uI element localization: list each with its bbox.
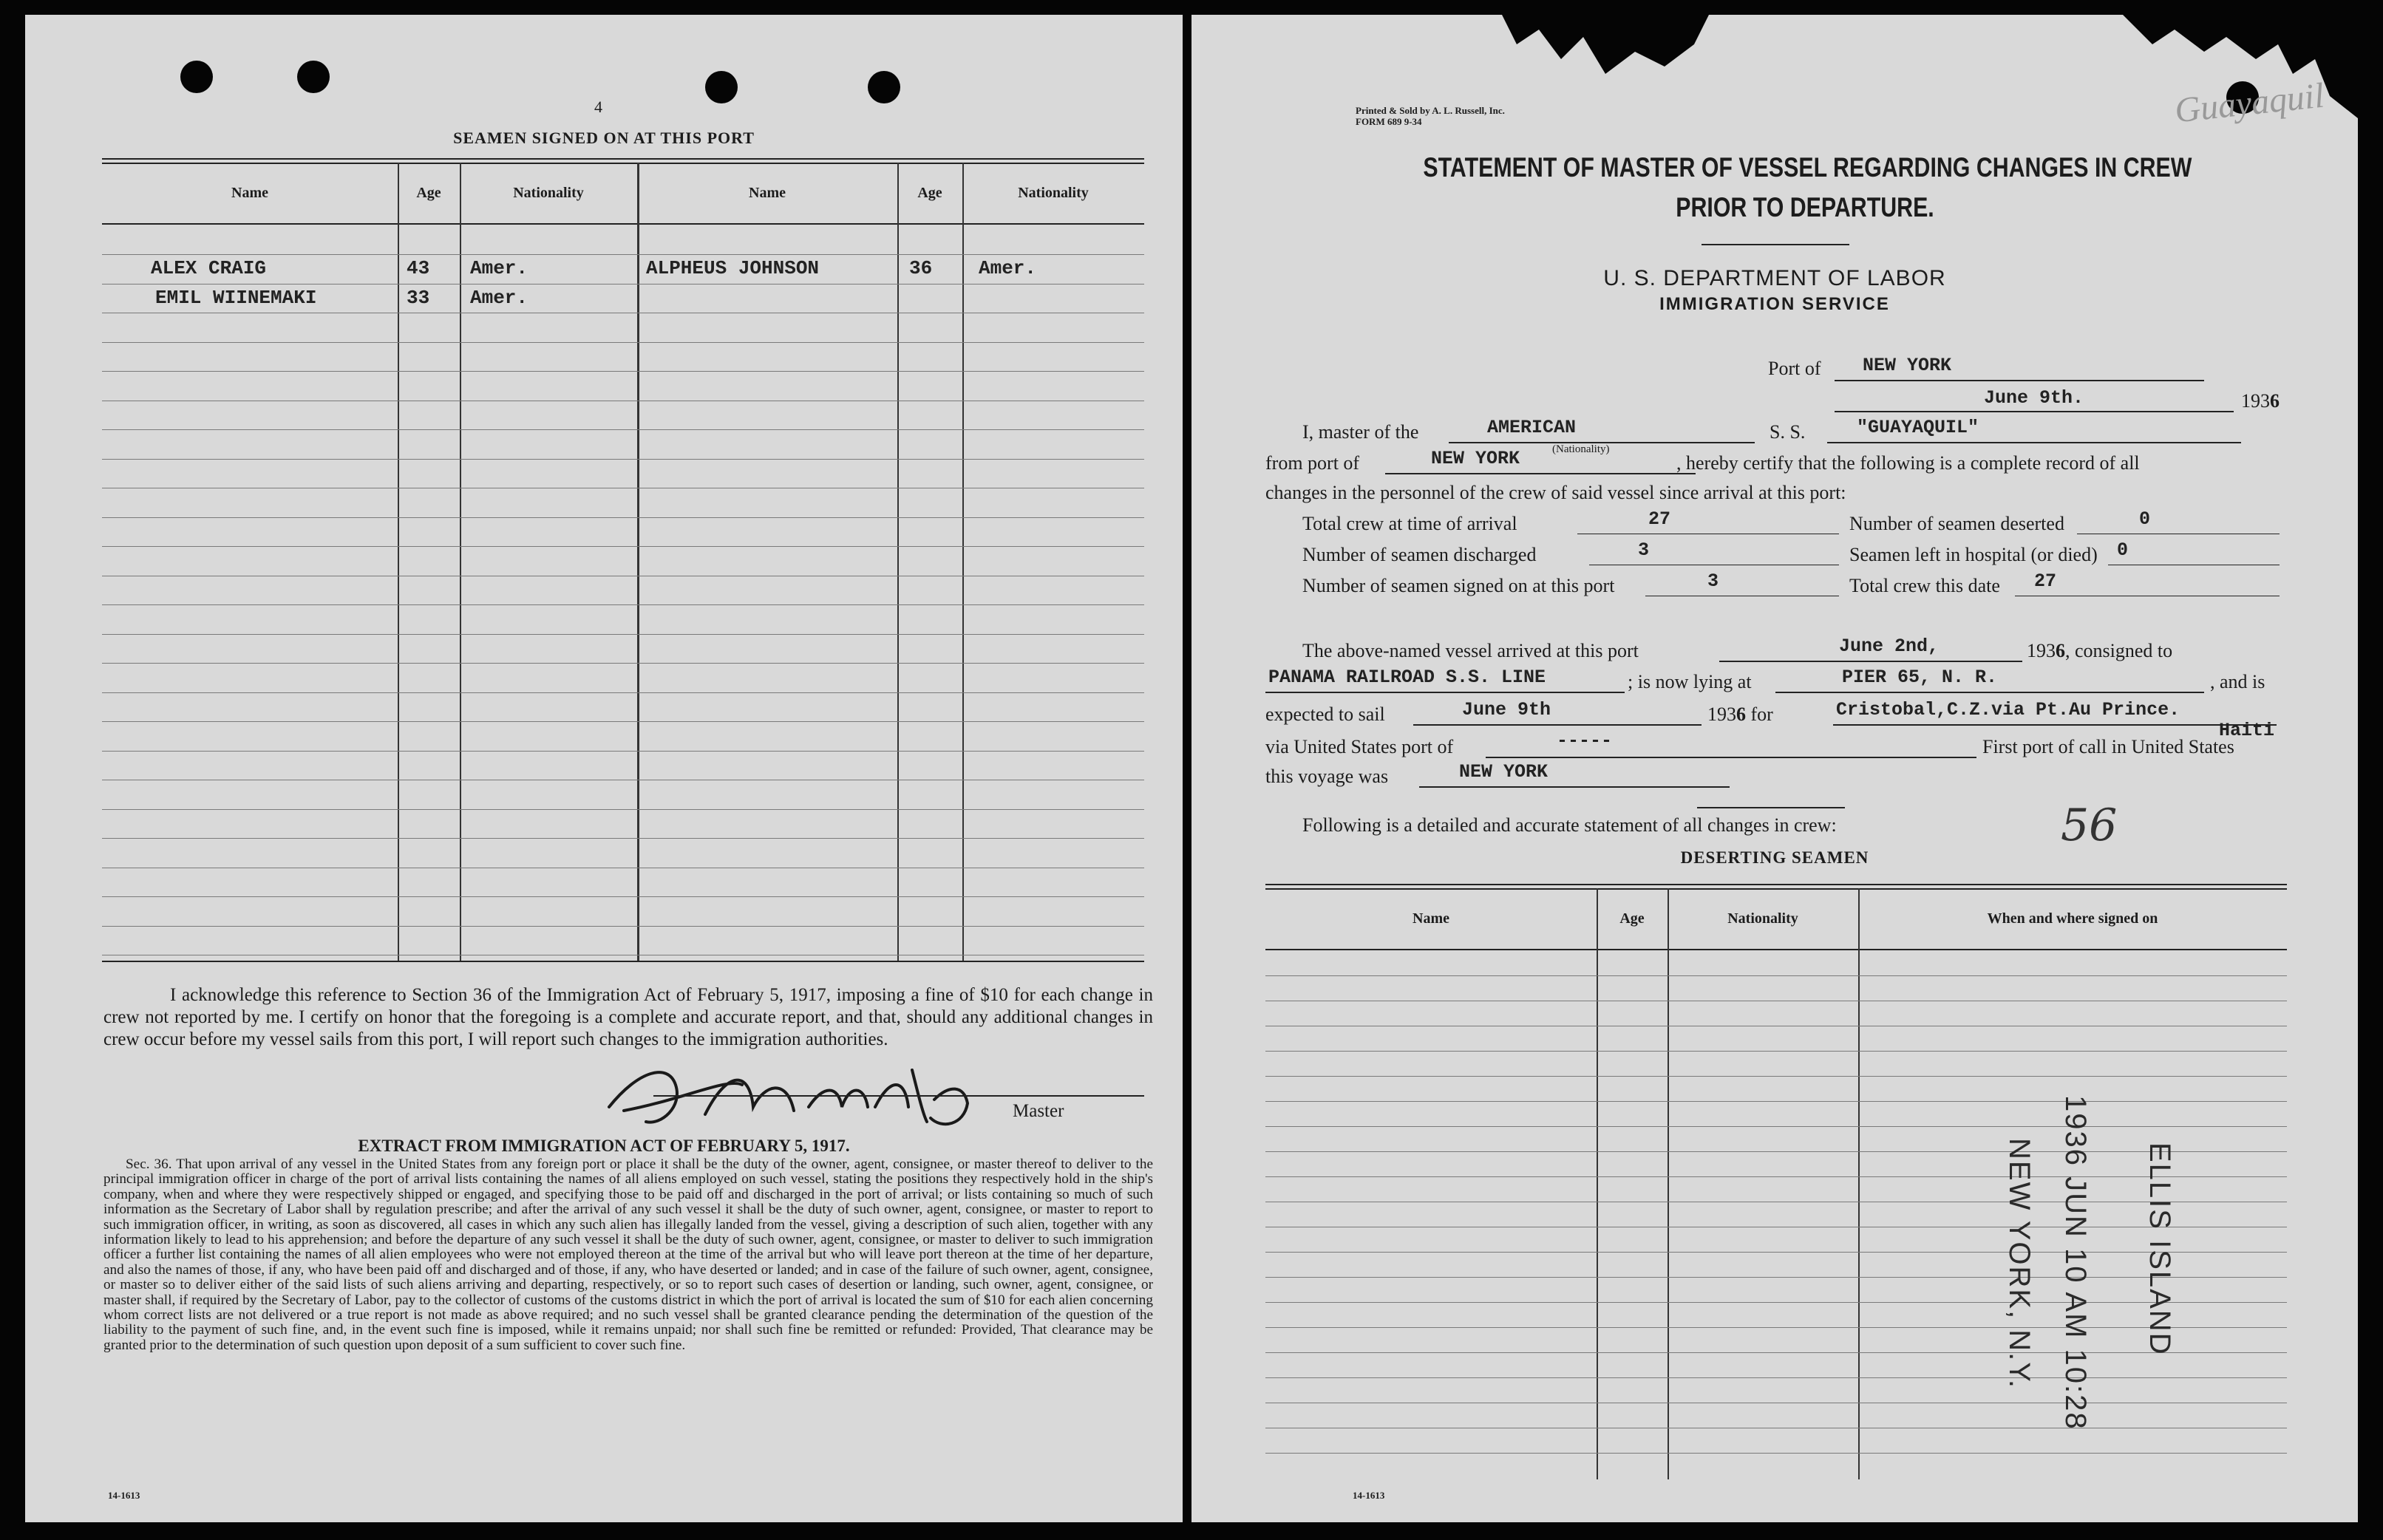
lying-at: PIER 65, N. R. [1842,667,1998,688]
hospital: 0 [2117,539,2129,561]
col-nationality: Nationality [513,185,584,201]
crew-name: ALEX CRAIG [151,257,267,279]
crew-age: 43 [407,257,430,279]
and-is: , and is [2210,671,2265,692]
first-port-label: First port of call in United States [1982,736,2234,757]
form-number: 14-1613 [108,1490,140,1501]
department: U. S. DEPARTMENT OF LABOR [1603,266,1946,290]
punch-hole [705,71,738,103]
stat-label: Total crew this date [1849,575,2000,596]
col-age-2: Age [917,185,942,201]
extract-title: EXTRACT FROM IMMIGRATION ACT OF FEBRUARY 5, 1917. [358,1137,850,1155]
table-row-line [102,896,1144,897]
first-port-value: NEW YORK [1459,761,1549,783]
total-crew-date: 27 [2034,570,2057,592]
table-row-line [1265,1277,2287,1278]
col-name: Name [1413,910,1449,927]
certify-text-2: changes in the personnel of the crew of said vessel since arrival at this port: [1265,482,1846,503]
table-row-line [102,838,1144,839]
crew-name: EMIL WIINEMAKI [155,287,317,309]
page-number: 4 [594,98,602,116]
acknowledgment-text: I acknowledge this reference to Section 36 of the Immigration Act of February 5, 1917, imposing a fine of $10 for each change in crew not reported by me. I certify on honor that the foregoing is a complete and accurate report, and that, should any additional changes in crew occur before my vessel sails from this port, I will report such changes to the immigration authorities. [103,985,1153,1049]
table-row-line [1265,1352,2287,1353]
sail-year: 1936 for [1707,703,1773,725]
table-row-line [1265,1327,2287,1328]
table-row-line [102,663,1144,664]
extract-text: Sec. 36. That upon arrival of any vessel in the United States from any foreign port or place it shall be the duty of the owner, agent, consignee, or master thereof to deliver to the principal immigration officer in charge of the port of arrival lists containing the names of all aliens employed on such vessel, stating the positions they respectively hold in the ship's company, when and where they were respectively shipped or engaged, and specifying those to be paid off and discharged in the port of arrival; or lists containing so much of such information as the Secretary of Labor shall by regulation prescribe; and after the arrival of any such vessel it shall be the duty of such owner, agent, consignee, or master to report to such immigration officer, in writing, as soon as discovered, all cases in which any such alien has illegally landed from the vessel, giving a description of such alien, together with any information likely to lead to his apprehension; and before the departure of any such vessel it shall be the duty of such owner, agent, consignee, or master to deliver to such immigration officer a further list containing the names of all alien employees who were not employed thereon at the time of the arrival but who will leave port thereon at the time of her departure, and also the names of those, if any, who have been paid off and discharged and of those, if any, who have deserted or landed; and in case of the failure of such owner, agent, consignee, or master so to deliver either of the said lists of such aliens arriving and departing, respectively, or so to report such cases of desertion or landing, such owner, agent, consignee, or master shall, if required by the Secretary of Labor, pay to the collector of customs of the customs district in which the port of arrival is located the sum of $10 for each alien concerning whom correct lists are not delivered or a true report is not made as above required; and no such vessel shall be granted clearance pending the determination of the question of the liability to the payment of such fine, and, in the event such fine is imposed, while it remains unpaid; nor shall such fine be remitted or refunded: Provided, That clearance may be granted prior to the determination of such question upon deposit of a sum sufficient to cover such fine. [103,1156,1153,1353]
col-nationality-2: Nationality [1018,185,1089,201]
following-label: Following is a detailed and accurate statement of all changes in crew: [1302,814,1837,836]
col-age: Age [1619,910,1645,927]
nationality-value: AMERICAN [1487,417,1577,438]
table-row-line [1265,975,2287,976]
crew-age: 33 [407,287,430,309]
table-row-line [102,459,1144,460]
arrived-label: The above-named vessel arrived at this port [1302,640,1639,661]
lying-label: ; is now lying at [1628,671,1752,692]
stat-label: Total crew at time of arrival [1302,513,1517,534]
handwritten-count: 56 [2061,800,2118,851]
table-row-line [1265,1151,2287,1152]
total-crew-arrival: 27 [1648,508,1671,530]
left-page [25,15,1183,1522]
stat-label: Number of seamen discharged [1302,544,1537,565]
master-label: Master [1013,1101,1064,1121]
port-label: Port of [1768,358,1821,379]
statement-title: STATEMENT OF MASTER OF VESSEL REGARDING CHANGES IN CREW PRIOR TO DEPARTURE. [1423,152,2192,222]
table-row-line [102,371,1144,372]
col-name: Name [231,185,268,201]
consignee: PANAMA RAILROAD S.S. LINE [1268,667,1546,688]
destination: Cristobal,C.Z.via Pt.Au Prince. [1836,699,2180,720]
table-row-line [102,604,1144,605]
col-age: Age [416,185,441,201]
punch-hole [297,61,330,93]
stat-label: Seamen left in hospital (or died) [1849,544,2098,565]
col-name-2: Name [749,185,786,201]
table-row-line [1265,1176,2287,1177]
crew-name: ALPHEUS JOHNSON [646,257,820,279]
punch-hole [868,71,900,103]
table-row-line [102,751,1144,752]
form-number: 14-1613 [1353,1490,1385,1501]
signed-on: 3 [1707,570,1719,592]
table-row-line [102,926,1144,927]
master-of-label: I, master of the [1302,421,1419,443]
table-row-line [102,692,1144,693]
port-value: NEW YORK [1863,355,1952,376]
table-row-line [102,342,1144,343]
deserting-title: DESERTING SEAMEN [1680,848,1869,867]
stamp-ellis-island: ELLIS ISLAND [2144,1142,2176,1356]
pencil-annotation: Guayaquil [2172,75,2326,131]
signed-on-title: SEAMEN SIGNED ON AT THIS PORT [453,129,755,147]
crew-nationality: Amer. [979,257,1037,279]
discharged: 3 [1638,539,1650,561]
table-row-line [1265,1453,2287,1454]
table-row-line [102,284,1144,285]
punch-hole [180,61,213,93]
deserted: 0 [2139,508,2151,530]
stamp-location: NEW YORK, N.Y. [2003,1138,2036,1389]
service: IMMIGRATION SERVICE [1659,294,1890,314]
via-value: ----- [1557,730,1613,752]
table-row-line [102,254,1144,255]
from-port-label: from port of [1265,452,1360,474]
table-row-line [1265,1377,2287,1378]
arrived-date: June 2nd, [1839,636,1940,657]
col-nationality: Nationality [1727,910,1798,927]
table-row-line [102,517,1144,518]
table-row-line [1265,1076,2287,1077]
table-row-line [1265,1126,2287,1127]
date-value: June 9th. [1984,387,2084,409]
stamp-date: 1936 JUN 10 AM 10:28 [2059,1095,2092,1431]
table-row-line [102,809,1144,810]
col-when-where: When and where signed on [1987,910,2158,927]
this-voyage-label: this voyage was [1265,766,1389,787]
sail-date: June 9th [1462,699,1551,720]
table-row-line [102,634,1144,635]
table-row-line [1265,1252,2287,1253]
table-row-line [102,546,1144,547]
vessel-name: "GUAYAQUIL" [1857,417,1979,438]
from-port-value: NEW YORK [1431,448,1520,469]
printer-imprint: Printed & Sold by A. L. Russell, Inc. FORM 689 9-34 [1356,105,1505,127]
stat-label: Number of seamen signed on at this port [1302,575,1615,596]
table-row-line [102,721,1144,722]
crew-nationality: Amer. [470,257,528,279]
table-row-line [1265,1051,2287,1052]
destination-line2: Haiti [2219,720,2275,741]
certify-text: , hereby certify that the following is a complete record of all [1676,452,2140,474]
table-row-line [1265,1101,2287,1102]
stat-label: Number of seamen deserted [1849,513,2064,534]
nationality-caption: (Nationality) [1552,443,1610,455]
crew-nationality: Amer. [470,287,528,309]
year: 1936 [2241,390,2280,412]
via-label: via United States port of [1265,736,1454,757]
table-row-line [1265,1302,2287,1303]
arrived-year: 1936, consigned to [2027,640,2173,661]
table-row-line [102,429,1144,430]
expected-label: expected to sail [1265,703,1385,725]
crew-age: 36 [909,257,933,279]
ss-label: S. S. [1770,421,1806,443]
right-page [1192,15,2358,1522]
